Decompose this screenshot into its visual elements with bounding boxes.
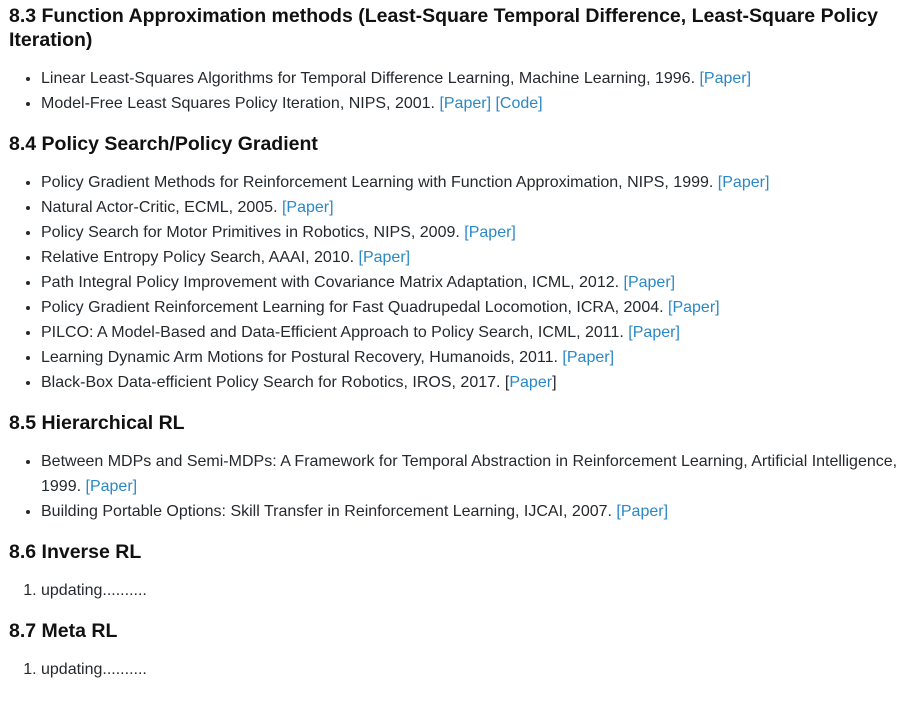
- paper-link[interactable]: [Paper]: [628, 324, 680, 341]
- reference-text: Policy Search for Motor Primitives in Robotics, NIPS, 2009.: [41, 224, 460, 241]
- numbered-list: [9, 578, 913, 603]
- paper-link[interactable]: [Paper]: [358, 249, 411, 266]
- list-item: [41, 499, 913, 524]
- list-item: [41, 220, 913, 245]
- reference-text: Learning Dynamic Arm Motions for Postural Recovery, Humanoids, 2011.: [41, 349, 558, 366]
- reference-text: Policy Gradient Reinforcement Learning for Fast Quadrupedal Locomotion, ICRA, 2004.: [41, 299, 664, 316]
- paper-link[interactable]: Paper: [509, 374, 553, 391]
- section-8-5: [9, 411, 913, 524]
- list-item: [41, 370, 913, 395]
- section-heading: 8.6 Inverse RL: [9, 541, 142, 563]
- reference-text: Building Portable Options: Skill Transfer in Reinforcement Learning, IJCAI, 2007.: [41, 503, 612, 520]
- section-heading: 8.5 Hierarchical RL: [9, 412, 185, 434]
- paper-link[interactable]: [Paper]: [281, 199, 334, 216]
- bracket-suffix: ]: [552, 374, 557, 391]
- reference-text: Natural Actor-Critic, ECML, 2005.: [41, 199, 278, 216]
- reference-text: Relative Entropy Policy Search, AAAI, 2010.: [41, 249, 355, 266]
- list-item: [41, 449, 913, 499]
- paper-link[interactable]: [Paper]: [439, 95, 492, 112]
- section-8-4: [9, 132, 913, 395]
- reference-text: Black-Box Data-efficient Policy Search for Robotics, IROS, 2017. [: [41, 374, 510, 391]
- paper-link[interactable]: [Paper]: [699, 70, 752, 87]
- paper-link[interactable]: [Paper]: [616, 503, 669, 520]
- reference-text: Policy Gradient Methods for Reinforcement Learning with Function Approximation, NIPS, 1999.: [41, 174, 714, 191]
- placeholder-text: updating..........: [41, 582, 147, 599]
- reference-text: PILCO: A Model-Based and Data-Efficient Approach to Policy Search, ICML, 2011.: [41, 324, 624, 341]
- list-item: [41, 170, 913, 195]
- paper-link[interactable]: [Paper]: [623, 274, 676, 291]
- section-heading: 8.3 Function Approximation methods (Least-Square Temporal Difference, Least-Square Policy Iteration): [9, 5, 879, 51]
- numbered-list: [9, 657, 913, 682]
- paper-link[interactable]: [Paper]: [464, 224, 516, 241]
- list-item: [41, 245, 913, 270]
- reference-text: Model-Free Least Squares Policy Iteration, NIPS, 2001.: [41, 95, 435, 112]
- list-item: [41, 657, 913, 682]
- reference-list: [9, 66, 913, 116]
- placeholder-text: updating..........: [41, 661, 147, 678]
- reference-list: [9, 449, 913, 524]
- list-item: [41, 320, 913, 345]
- section-heading: 8.7 Meta RL: [9, 620, 118, 642]
- list-item: [41, 578, 913, 603]
- reference-text: Path Integral Policy Improvement with Covariance Matrix Adaptation, ICML, 2012.: [41, 274, 620, 291]
- paper-link[interactable]: [Paper]: [717, 174, 770, 191]
- list-item: [41, 270, 913, 295]
- paper-link[interactable]: [Paper]: [668, 299, 720, 316]
- code-link[interactable]: [Code]: [495, 95, 543, 112]
- section-8-3: [9, 4, 913, 116]
- list-item: [41, 91, 913, 116]
- reference-text: Linear Least-Squares Algorithms for Temporal Difference Learning, Machine Learning, 1996.: [41, 70, 696, 87]
- list-item: [41, 66, 913, 91]
- section-heading: 8.4 Policy Search/Policy Gradient: [9, 133, 318, 155]
- reference-list: [9, 170, 913, 395]
- list-item: [41, 195, 913, 220]
- list-item: [41, 345, 913, 370]
- section-8-7: [9, 619, 913, 682]
- reference-text: Between MDPs and Semi-MDPs: A Framework for Temporal Abstraction in Reinforcement Learning, Artificial Intelligence, 1999.: [41, 453, 898, 495]
- paper-link[interactable]: [Paper]: [85, 478, 138, 495]
- section-8-6: [9, 540, 913, 603]
- list-item: [41, 295, 913, 320]
- paper-link[interactable]: [Paper]: [562, 349, 615, 366]
